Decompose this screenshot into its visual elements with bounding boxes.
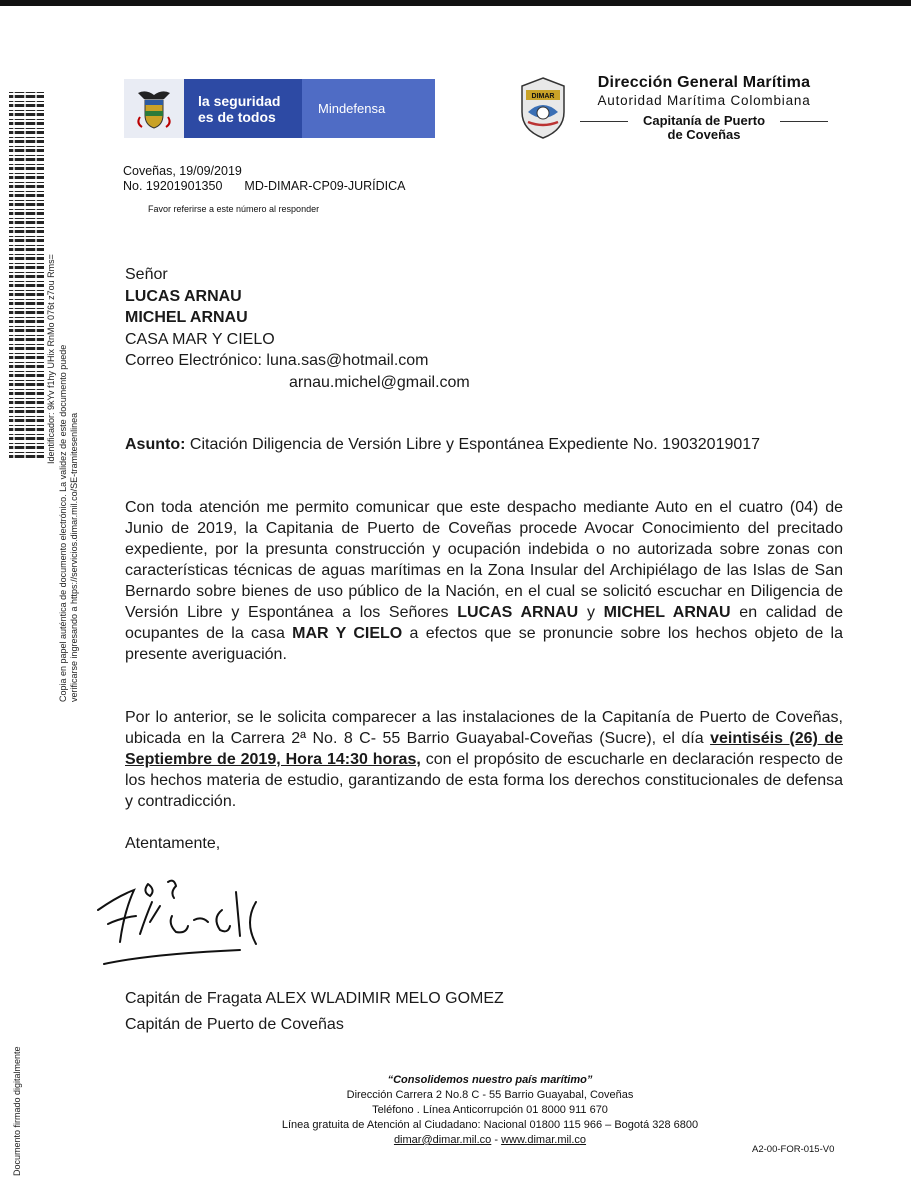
footer-web-link[interactable]: www.dimar.mil.co <box>501 1134 587 1146</box>
salutation: Señor <box>125 266 168 283</box>
p1-bold-name-2: MICHEL ARNAU <box>603 604 731 621</box>
document-meta <box>123 164 406 194</box>
reference-note: Favor referirse a este número al responder <box>148 204 320 214</box>
identifier-line: Identificador: 9kYv f1hy UHix RnMo 076t z7ou Rms= <box>46 254 56 464</box>
barcode <box>9 92 44 458</box>
slogan-line-2: es de todos <box>198 108 276 125</box>
reference-line <box>123 179 406 194</box>
government-logo-banner <box>124 79 435 138</box>
slogan-block <box>184 79 302 138</box>
p1-text-4: a efectos que se pronuncie sobre los hechos objeto de la presente averiguación. <box>125 625 844 663</box>
p1-bold-name-1: LUCAS ARNAU <box>457 604 579 621</box>
document-code: MD-DIMAR-CP09-JURÍDICA <box>244 179 406 193</box>
capitania-line-1: Capitanía de Puerto <box>642 113 766 128</box>
footer-email-link[interactable]: dimar@dimar.mil.co <box>393 1134 492 1146</box>
capitania-line-2: de Coveñas <box>667 127 741 142</box>
subject-label: Asunto: <box>125 436 186 453</box>
dimar-logo-icon <box>518 76 568 140</box>
p2-appointment-date: veintiséis (26) de Septiembre de 2019, Hora 14:30 horas, <box>125 730 843 768</box>
subject-text: Citación Diligencia de Versión Libre y Espontánea Expediente No. 19032019017 <box>185 436 761 453</box>
footer-phone: Teléfono . Línea Anticorrupción 01 8000 911 670 <box>372 1104 608 1116</box>
verification-text-identifier <box>46 254 57 464</box>
dimar-header <box>574 74 834 142</box>
p1-bold-house: MAR Y CIELO <box>292 625 403 642</box>
footer-links <box>200 1133 780 1148</box>
p1-text-2: y <box>578 604 604 621</box>
form-code: A2-00-FOR-015-V0 <box>752 1144 835 1155</box>
footer <box>200 1073 780 1148</box>
coat-of-arms-icon <box>124 79 184 138</box>
recipient-name-1: LUCAS ARNAU <box>125 287 242 305</box>
recipient-name-2: MICHEL ARNAU <box>125 309 248 326</box>
footer-slogan: “Consolidemos nuestro país marítimo” <box>387 1074 593 1086</box>
signer-position: Capitán de Puerto de Coveñas <box>125 1016 344 1033</box>
divider-right <box>780 121 828 122</box>
p2-text-2: con el propósito de escucharle en declaración respecto de los hechos materia de estudio, garantizando de esta forma los derechos constitucionales de defensa y contradicción. <box>125 751 844 810</box>
svg-text:DIMAR: DIMAR <box>531 93 555 100</box>
document-number: No. 19201901350 <box>123 179 223 193</box>
email-2: arnau.michel@gmail.com <box>289 373 470 391</box>
closing-regards: Atentamente, <box>125 835 221 852</box>
email-label: Correo Electrónico: <box>125 352 262 369</box>
dimar-title: Dirección General Marítima <box>597 74 811 91</box>
digitally-signed-note: Documento firmado digitalmente <box>12 1046 22 1176</box>
divider-left <box>580 121 628 122</box>
email-line <box>125 350 470 372</box>
verification-text-copy <box>58 345 80 702</box>
footer-separator: - <box>491 1134 502 1146</box>
paragraph-2 <box>125 707 843 812</box>
p2-text-1: Por lo anterior, se le solicita comparecer a las instalaciones de la Capitanía de Puerto de Coveñas, ubicada en la Carrera 2ª No. 8 C- 55 Barrio Guayabal-Coveñas (Sucre), el día <box>125 709 843 747</box>
copy-line: Copia en papel auténtica de documento electrónico. La validez de este documento puede <box>58 344 68 702</box>
dimar-subtitle: Autoridad Marítima Colombiana <box>597 93 811 108</box>
ministry-label: Mindefensa <box>302 79 435 138</box>
footer-address: Dirección Carrera 2 No.8 C - 55 Barrio Guayabal, Coveñas <box>346 1089 634 1101</box>
place-date: Coveñas, 19/09/2019 <box>123 164 242 178</box>
recipient-house: CASA MAR Y CIELO <box>125 330 275 348</box>
verify-line: verificarse ingresando a https://servicios.dimar.mil.co/SE-tramitesenlinea <box>69 412 79 702</box>
subject <box>125 434 843 455</box>
footer-hotline: Línea gratuita de Atención al Ciudadano: Nacional 01800 115 966 – Bogotá 328 6800 <box>281 1119 699 1131</box>
p1-text-3: en calidad de ocupantes de la casa <box>125 604 844 642</box>
top-border <box>0 0 911 6</box>
email-1: luna.sas@hotmail.com <box>266 352 429 369</box>
capitania-name <box>574 114 834 142</box>
p1-text-1: Con toda atención me permito comunicar que este despacho mediante Auto en el cuatro (04) de Junio de 2019, la Capitania de Puerto de Coveñas procede Avocar Conocimiento del precitado expediente, por la presunta construcción y ocupación indebida o no autorizada sobre zonas con características técnicas de aguas marítimas en la Zona Insular del Archipiélago de las Islas de San Bernardo sobre bienes de uso público de la Nación, en el cual se solicitó escuchar en Diligencia de Versión Libre y Espontánea a los Señores <box>125 499 843 621</box>
signer-name: Capitán de Fragata ALEX WLADIMIR MELO GOMEZ <box>125 990 504 1007</box>
paragraph-1 <box>125 497 843 665</box>
recipient-block <box>125 264 470 393</box>
handwritten-signature <box>90 872 280 967</box>
slogan-line-1: la seguridad <box>198 92 281 109</box>
